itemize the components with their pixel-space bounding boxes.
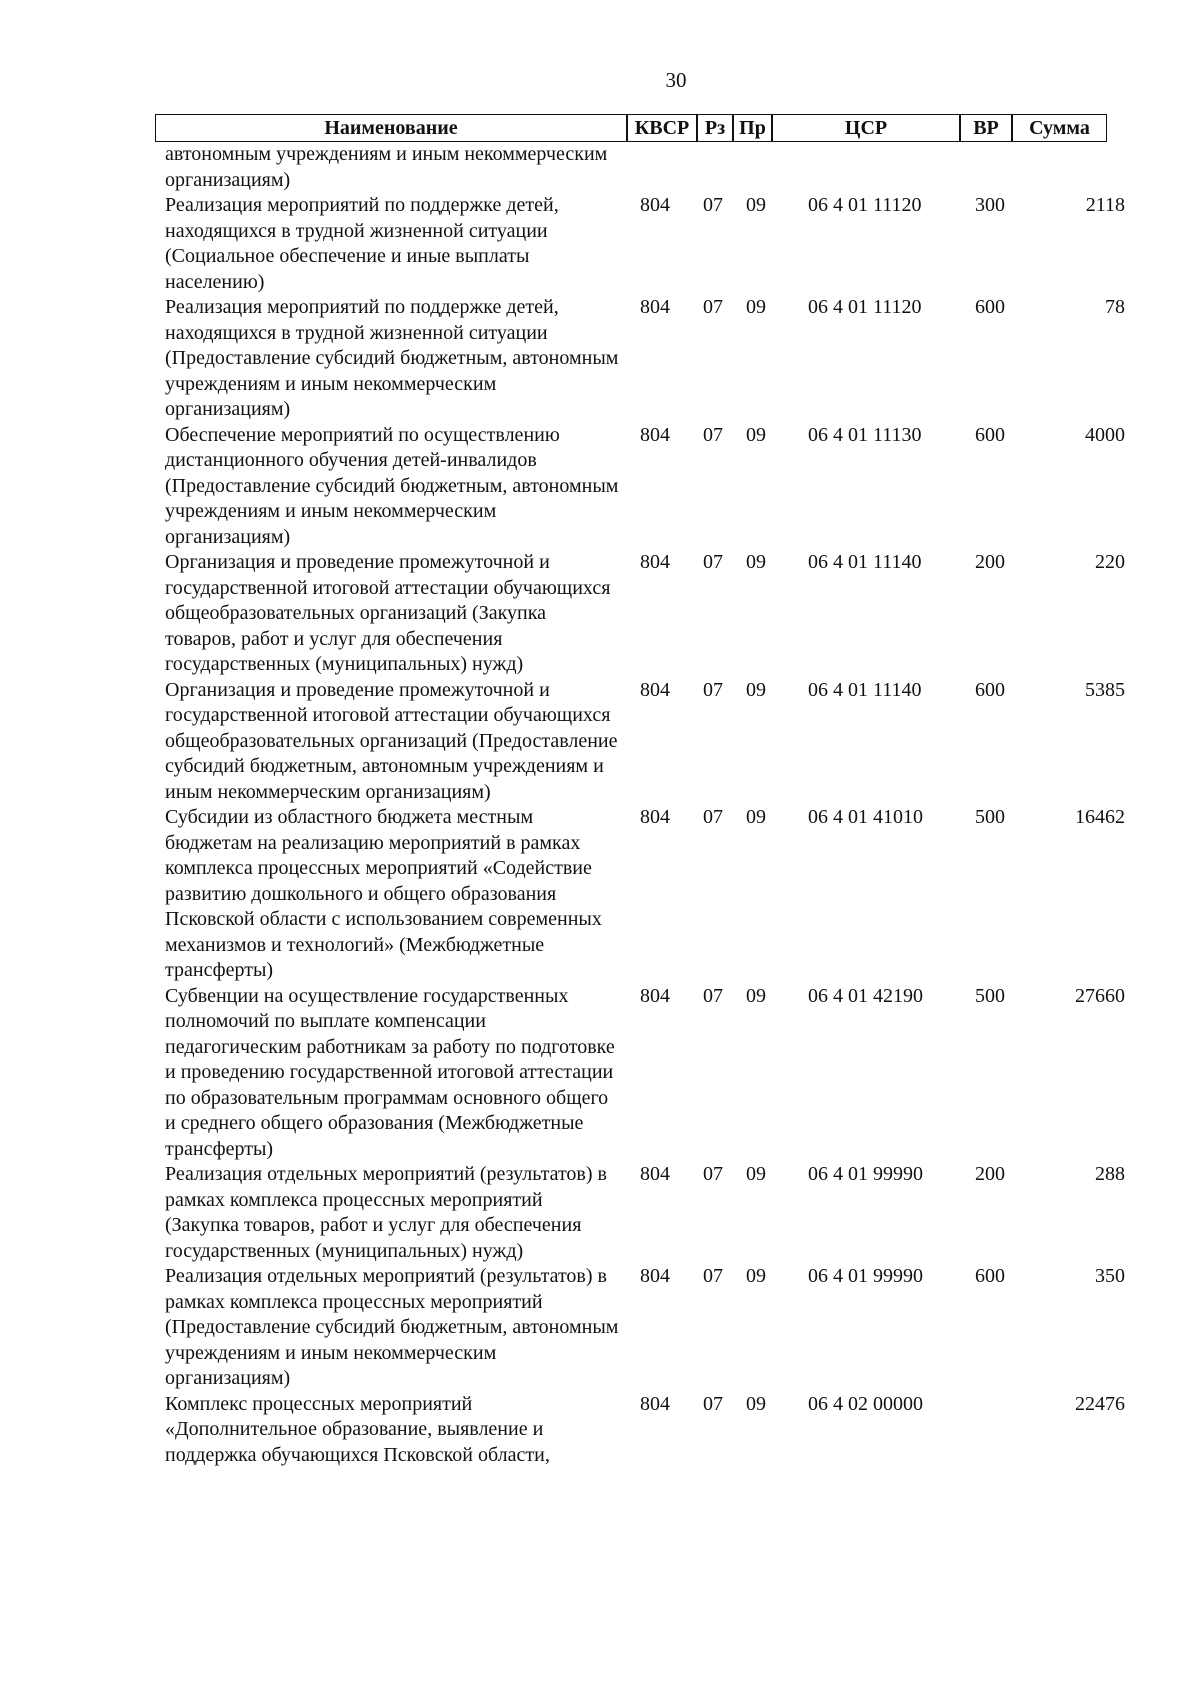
row-name: Реализация отдельных мероприятий (результатов) в рамках комплекса процессных мероприятий (Предоставление субсидий бюджетным, автономным учреждениям и иным некоммерческим организациям)	[165, 1265, 619, 1389]
row-sum: 16462	[1075, 806, 1125, 828]
table-body	[0, 142, 1200, 1468]
row-rz: 07	[703, 1265, 723, 1287]
row-kvsr: 804	[640, 1392, 670, 1415]
row-name: Организация и проведение промежуточной и государственной итоговой аттестации обучающихся общеобразовательных организаций (Предоставление субсидий бюджетным, автономным учреждениям и иным некоммерческим организациям)	[165, 678, 618, 803]
header-sum: Сумма	[1012, 114, 1107, 142]
row-kvsr: 804	[640, 296, 670, 318]
row-kvsr: 804	[640, 678, 670, 701]
row-kvsr: 804	[640, 1163, 670, 1185]
page-number: 30	[665, 68, 687, 92]
row-vr: 500	[975, 984, 1005, 1007]
row-name: Организация и проведение промежуточной и государственной итоговой аттестации обучающихся общеобразовательных организаций (Закупка товаров, работ и услуг для обеспечения государственных (муниципальных) нужд)	[165, 551, 611, 675]
table-row	[0, 423, 1200, 551]
row-rz: 07	[703, 551, 723, 573]
row-vr: 600	[975, 423, 1005, 446]
table-row	[0, 550, 1200, 678]
row-sum: 2118	[1085, 194, 1125, 216]
table-row	[0, 1392, 1200, 1469]
row-vr: 500	[975, 806, 1005, 828]
table-row	[0, 805, 1200, 984]
row-sum: 27660	[1075, 984, 1125, 1007]
table-row	[0, 295, 1200, 423]
row-name: Реализация мероприятий по поддержке детей, находящихся в трудной жизненной ситуации (Социальное обеспечение и иные выплаты населению)	[165, 194, 559, 293]
row-csr: 06 4 01 11130	[808, 423, 922, 446]
row-csr: 06 4 01 41010	[808, 806, 923, 828]
row-csr: 06 4 01 11120	[808, 296, 922, 318]
row-pr: 09	[746, 1265, 766, 1287]
row-rz: 07	[703, 296, 723, 318]
row-vr: 600	[975, 296, 1005, 318]
row-rz: 07	[703, 678, 723, 701]
row-vr: 200	[975, 551, 1005, 573]
row-csr: 06 4 01 99990	[808, 1265, 923, 1287]
table-row	[0, 984, 1200, 1163]
row-pr: 09	[746, 678, 766, 701]
row-csr: 06 4 01 42190	[808, 984, 923, 1007]
row-name: Обеспечение мероприятий по осуществлению дистанционного обучения детей-инвалидов (Предоставление субсидий бюджетным, автономным учреждениям и иным некоммерческим организациям)	[165, 423, 619, 548]
row-kvsr: 804	[640, 806, 670, 828]
row-name: Комплекс процессных мероприятий «Дополнительное образование, выявление и поддержка обучающихся Псковской области,	[165, 1392, 550, 1466]
row-vr: 600	[975, 678, 1005, 701]
row-kvsr: 804	[640, 1265, 670, 1287]
header-vr: ВР	[960, 114, 1012, 142]
table-row	[0, 142, 1200, 193]
row-rz: 07	[703, 194, 723, 216]
row-rz: 07	[703, 1163, 723, 1185]
header-name: Наименование	[155, 114, 627, 142]
row-name: Реализация мероприятий по поддержке детей, находящихся в трудной жизненной ситуации (Предоставление субсидий бюджетным, автономным учреждениям и иным некоммерческим организациям)	[165, 296, 619, 420]
row-sum: 220	[1095, 551, 1125, 573]
header-rz: Рз	[697, 114, 733, 142]
row-csr: 06 4 01 99990	[808, 1163, 923, 1185]
row-kvsr: 804	[640, 423, 670, 446]
header-kvsr: КВСР	[627, 114, 697, 142]
row-pr: 09	[746, 1392, 766, 1415]
row-pr: 09	[746, 551, 766, 573]
row-pr: 09	[746, 194, 766, 216]
row-rz: 07	[703, 806, 723, 828]
table-row	[0, 1264, 1200, 1392]
header-pr: Пр	[733, 114, 772, 142]
row-name: Реализация отдельных мероприятий (результатов) в рамках комплекса процессных мероприятий (Закупка товаров, работ и услуг для обеспечения государственных (муниципальных) нужд)	[165, 1163, 607, 1262]
row-rz: 07	[703, 984, 723, 1007]
row-csr: 06 4 01 11140	[808, 678, 922, 701]
row-kvsr: 804	[640, 194, 670, 216]
row-vr: 200	[975, 1163, 1005, 1185]
row-name: Субсидии из областного бюджета местным бюджетам на реализацию мероприятий в рамках комплекса процессных мероприятий «Содействие развитию дошкольного и общего образования Псковской области с использованием современных механизмов и технологий» (Межбюджетные трансферты)	[165, 806, 602, 981]
row-csr: 06 4 01 11140	[808, 551, 922, 573]
row-pr: 09	[746, 296, 766, 318]
table-row	[0, 1162, 1200, 1264]
row-name: Субвенции на осуществление государственных полномочий по выплате компенсации педагогическим работникам за работу по подготовке и проведению государственной итоговой аттестации по образовательным программам основного общего и среднего общего образования (Межбюджетные трансферты)	[165, 984, 615, 1160]
table-header	[155, 114, 1107, 142]
row-pr: 09	[746, 1163, 766, 1185]
header-csr: ЦСР	[772, 114, 960, 142]
row-sum: 78	[1105, 296, 1125, 318]
row-vr: 600	[975, 1265, 1005, 1287]
row-vr: 300	[975, 194, 1005, 216]
row-sum: 350	[1095, 1265, 1125, 1287]
row-sum: 22476	[1075, 1392, 1125, 1415]
row-name: автономным учреждениям и иным некоммерческим организациям)	[165, 143, 608, 191]
row-kvsr: 804	[640, 984, 670, 1007]
row-pr: 09	[746, 984, 766, 1007]
row-rz: 07	[703, 1392, 723, 1415]
row-pr: 09	[746, 806, 766, 828]
row-rz: 07	[703, 423, 723, 446]
row-csr: 06 4 02 00000	[808, 1392, 923, 1415]
row-csr: 06 4 01 11120	[808, 194, 922, 216]
table-row	[0, 678, 1200, 806]
row-pr: 09	[746, 423, 766, 446]
row-sum: 4000	[1085, 423, 1125, 446]
row-kvsr: 804	[640, 551, 670, 573]
row-sum: 288	[1095, 1163, 1125, 1185]
row-sum: 5385	[1085, 678, 1125, 701]
table-row	[0, 193, 1200, 295]
